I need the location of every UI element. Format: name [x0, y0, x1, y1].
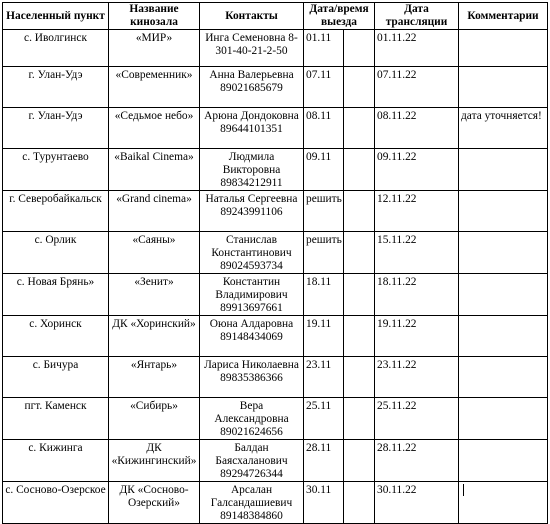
- cell-contact[interactable]: Оюна Алдаровна 89148434069: [200, 316, 304, 357]
- text-cursor: [463, 484, 464, 496]
- header-locality: Населенный пункт: [3, 3, 109, 30]
- table-row: [3, 316, 548, 357]
- cell-departure[interactable]: 23.11: [304, 357, 344, 398]
- cell-contact[interactable]: Анна Валерьевна 89021685679: [200, 67, 304, 108]
- cell-locality[interactable]: с. Бичура: [3, 357, 109, 398]
- cell-blank[interactable]: [344, 482, 375, 524]
- cell-broadcast[interactable]: 15.11.22: [375, 232, 459, 274]
- cell-comment[interactable]: [459, 30, 548, 67]
- cell-cinema[interactable]: ДК «Сосново-Озерский»: [109, 482, 200, 524]
- cell-locality[interactable]: с. Турунтаево: [3, 149, 109, 191]
- cell-departure[interactable]: решить: [304, 232, 344, 274]
- cell-locality[interactable]: пгт. Каменск: [3, 398, 109, 440]
- cell-departure[interactable]: 09.11: [304, 149, 344, 191]
- cell-comment[interactable]: [459, 440, 548, 482]
- header-contacts: Контакты: [200, 3, 304, 30]
- table-row: [3, 482, 548, 524]
- cell-blank[interactable]: [344, 274, 375, 316]
- cell-departure[interactable]: решить: [304, 191, 344, 232]
- cell-broadcast[interactable]: 19.11.22: [375, 316, 459, 357]
- cell-broadcast[interactable]: 01.11.22: [375, 30, 459, 67]
- cell-departure[interactable]: 28.11: [304, 440, 344, 482]
- cell-blank[interactable]: [344, 30, 375, 67]
- table-row: [3, 357, 548, 398]
- cell-cinema[interactable]: ДК «Хоринский»: [109, 316, 200, 357]
- header-row: [3, 3, 548, 30]
- cell-cinema[interactable]: «Зенит»: [109, 274, 200, 316]
- cell-cinema[interactable]: «Саяны»: [109, 232, 200, 274]
- cell-comment[interactable]: [459, 398, 548, 440]
- cell-blank[interactable]: [344, 440, 375, 482]
- cell-comment[interactable]: [459, 357, 548, 398]
- cell-contact[interactable]: Наталья Сергеевна 89243991106: [200, 191, 304, 232]
- cell-locality[interactable]: с. Новая Брянь»: [3, 274, 109, 316]
- cell-blank[interactable]: [344, 316, 375, 357]
- cell-locality[interactable]: с. Кижинга: [3, 440, 109, 482]
- cell-blank[interactable]: [344, 357, 375, 398]
- table-row: [3, 67, 548, 108]
- cell-contact[interactable]: Константин Владимирович 89913697661: [200, 274, 304, 316]
- cell-departure[interactable]: 08.11: [304, 108, 344, 149]
- cell-comment[interactable]: [459, 149, 548, 191]
- table-row: [3, 191, 548, 232]
- cell-blank[interactable]: [344, 191, 375, 232]
- cell-locality[interactable]: с. Иволгинск: [3, 30, 109, 67]
- cell-broadcast[interactable]: 09.11.22: [375, 149, 459, 191]
- header-broadcast: Дата трансляции: [375, 3, 459, 30]
- header-comments: Комментарии: [459, 3, 548, 30]
- table-row: [3, 149, 548, 191]
- cell-blank[interactable]: [344, 232, 375, 274]
- cell-cinema[interactable]: «Современник»: [109, 67, 200, 108]
- cell-departure[interactable]: 25.11: [304, 398, 344, 440]
- cell-contact[interactable]: Людмила Викторовна 89834212911: [200, 149, 304, 191]
- cell-broadcast[interactable]: 28.11.22: [375, 440, 459, 482]
- cell-cinema[interactable]: «Grand cinema»: [109, 191, 200, 232]
- cell-broadcast[interactable]: 25.11.22: [375, 398, 459, 440]
- cell-contact[interactable]: Станислав Константинович 89024593734: [200, 232, 304, 274]
- cell-broadcast[interactable]: 07.11.22: [375, 67, 459, 108]
- cell-comment[interactable]: [459, 191, 548, 232]
- cell-departure[interactable]: 01.11: [304, 30, 344, 67]
- header-cinema: Название кинозала: [109, 3, 200, 30]
- cell-comment[interactable]: [459, 316, 548, 357]
- cell-cinema[interactable]: «Седьмое небо»: [109, 108, 200, 149]
- schedule-table: [2, 2, 548, 524]
- cell-broadcast[interactable]: 08.11.22: [375, 108, 459, 149]
- cell-contact[interactable]: Арсалан Галсандашиевич 89148384860: [200, 482, 304, 524]
- cell-cinema[interactable]: «Baikal Cinema»: [109, 149, 200, 191]
- cell-departure[interactable]: 18.11: [304, 274, 344, 316]
- cell-locality[interactable]: с. Сосново-Озерское: [3, 482, 109, 524]
- cell-blank[interactable]: [344, 149, 375, 191]
- cell-contact[interactable]: Балдан Баясхаланович 89294726344: [200, 440, 304, 482]
- header-departure: Дата/время выезда: [304, 3, 375, 30]
- cell-contact[interactable]: Арюна Дондоковна 89644101351: [200, 108, 304, 149]
- cell-contact[interactable]: Инга Семеновна 8-301-40-21-2-50: [200, 30, 304, 67]
- cell-locality[interactable]: с. Хоринск: [3, 316, 109, 357]
- cell-contact[interactable]: Лариса Николаевна 89835386366: [200, 357, 304, 398]
- cell-broadcast[interactable]: 12.11.22: [375, 191, 459, 232]
- cell-comment[interactable]: дата уточняется!: [459, 108, 548, 149]
- cell-broadcast[interactable]: 18.11.22: [375, 274, 459, 316]
- table-row: [3, 232, 548, 274]
- table-row: [3, 440, 548, 482]
- cell-contact[interactable]: Вера Александровна 89021624656: [200, 398, 304, 440]
- cell-cinema[interactable]: ДК «Кижингинский»: [109, 440, 200, 482]
- cell-comment[interactable]: [459, 232, 548, 274]
- table-row: [3, 108, 548, 149]
- cell-locality[interactable]: г. Улан-Удэ: [3, 67, 109, 108]
- cell-locality[interactable]: с. Орлик: [3, 232, 109, 274]
- cell-locality[interactable]: г. Северобайкальск: [3, 191, 109, 232]
- table-row: [3, 30, 548, 67]
- cell-departure[interactable]: 30.11: [304, 482, 344, 524]
- cell-comment[interactable]: [459, 274, 548, 316]
- cell-departure[interactable]: 19.11: [304, 316, 344, 357]
- cell-cinema[interactable]: «МИР»: [109, 30, 200, 67]
- table-row: [3, 398, 548, 440]
- cell-blank[interactable]: [344, 108, 375, 149]
- cell-departure[interactable]: 07.11: [304, 67, 344, 108]
- cell-comment[interactable]: [459, 482, 548, 524]
- cell-blank[interactable]: [344, 398, 375, 440]
- table-row: [3, 274, 548, 316]
- cell-cinema[interactable]: «Янтарь»: [109, 357, 200, 398]
- cell-blank[interactable]: [344, 67, 375, 108]
- cell-comment[interactable]: [459, 67, 548, 108]
- cell-broadcast[interactable]: 30.11.22: [375, 482, 459, 524]
- cell-locality[interactable]: г. Улан-Удэ: [3, 108, 109, 149]
- cell-broadcast[interactable]: 23.11.22: [375, 357, 459, 398]
- cell-cinema[interactable]: «Сибирь»: [109, 398, 200, 440]
